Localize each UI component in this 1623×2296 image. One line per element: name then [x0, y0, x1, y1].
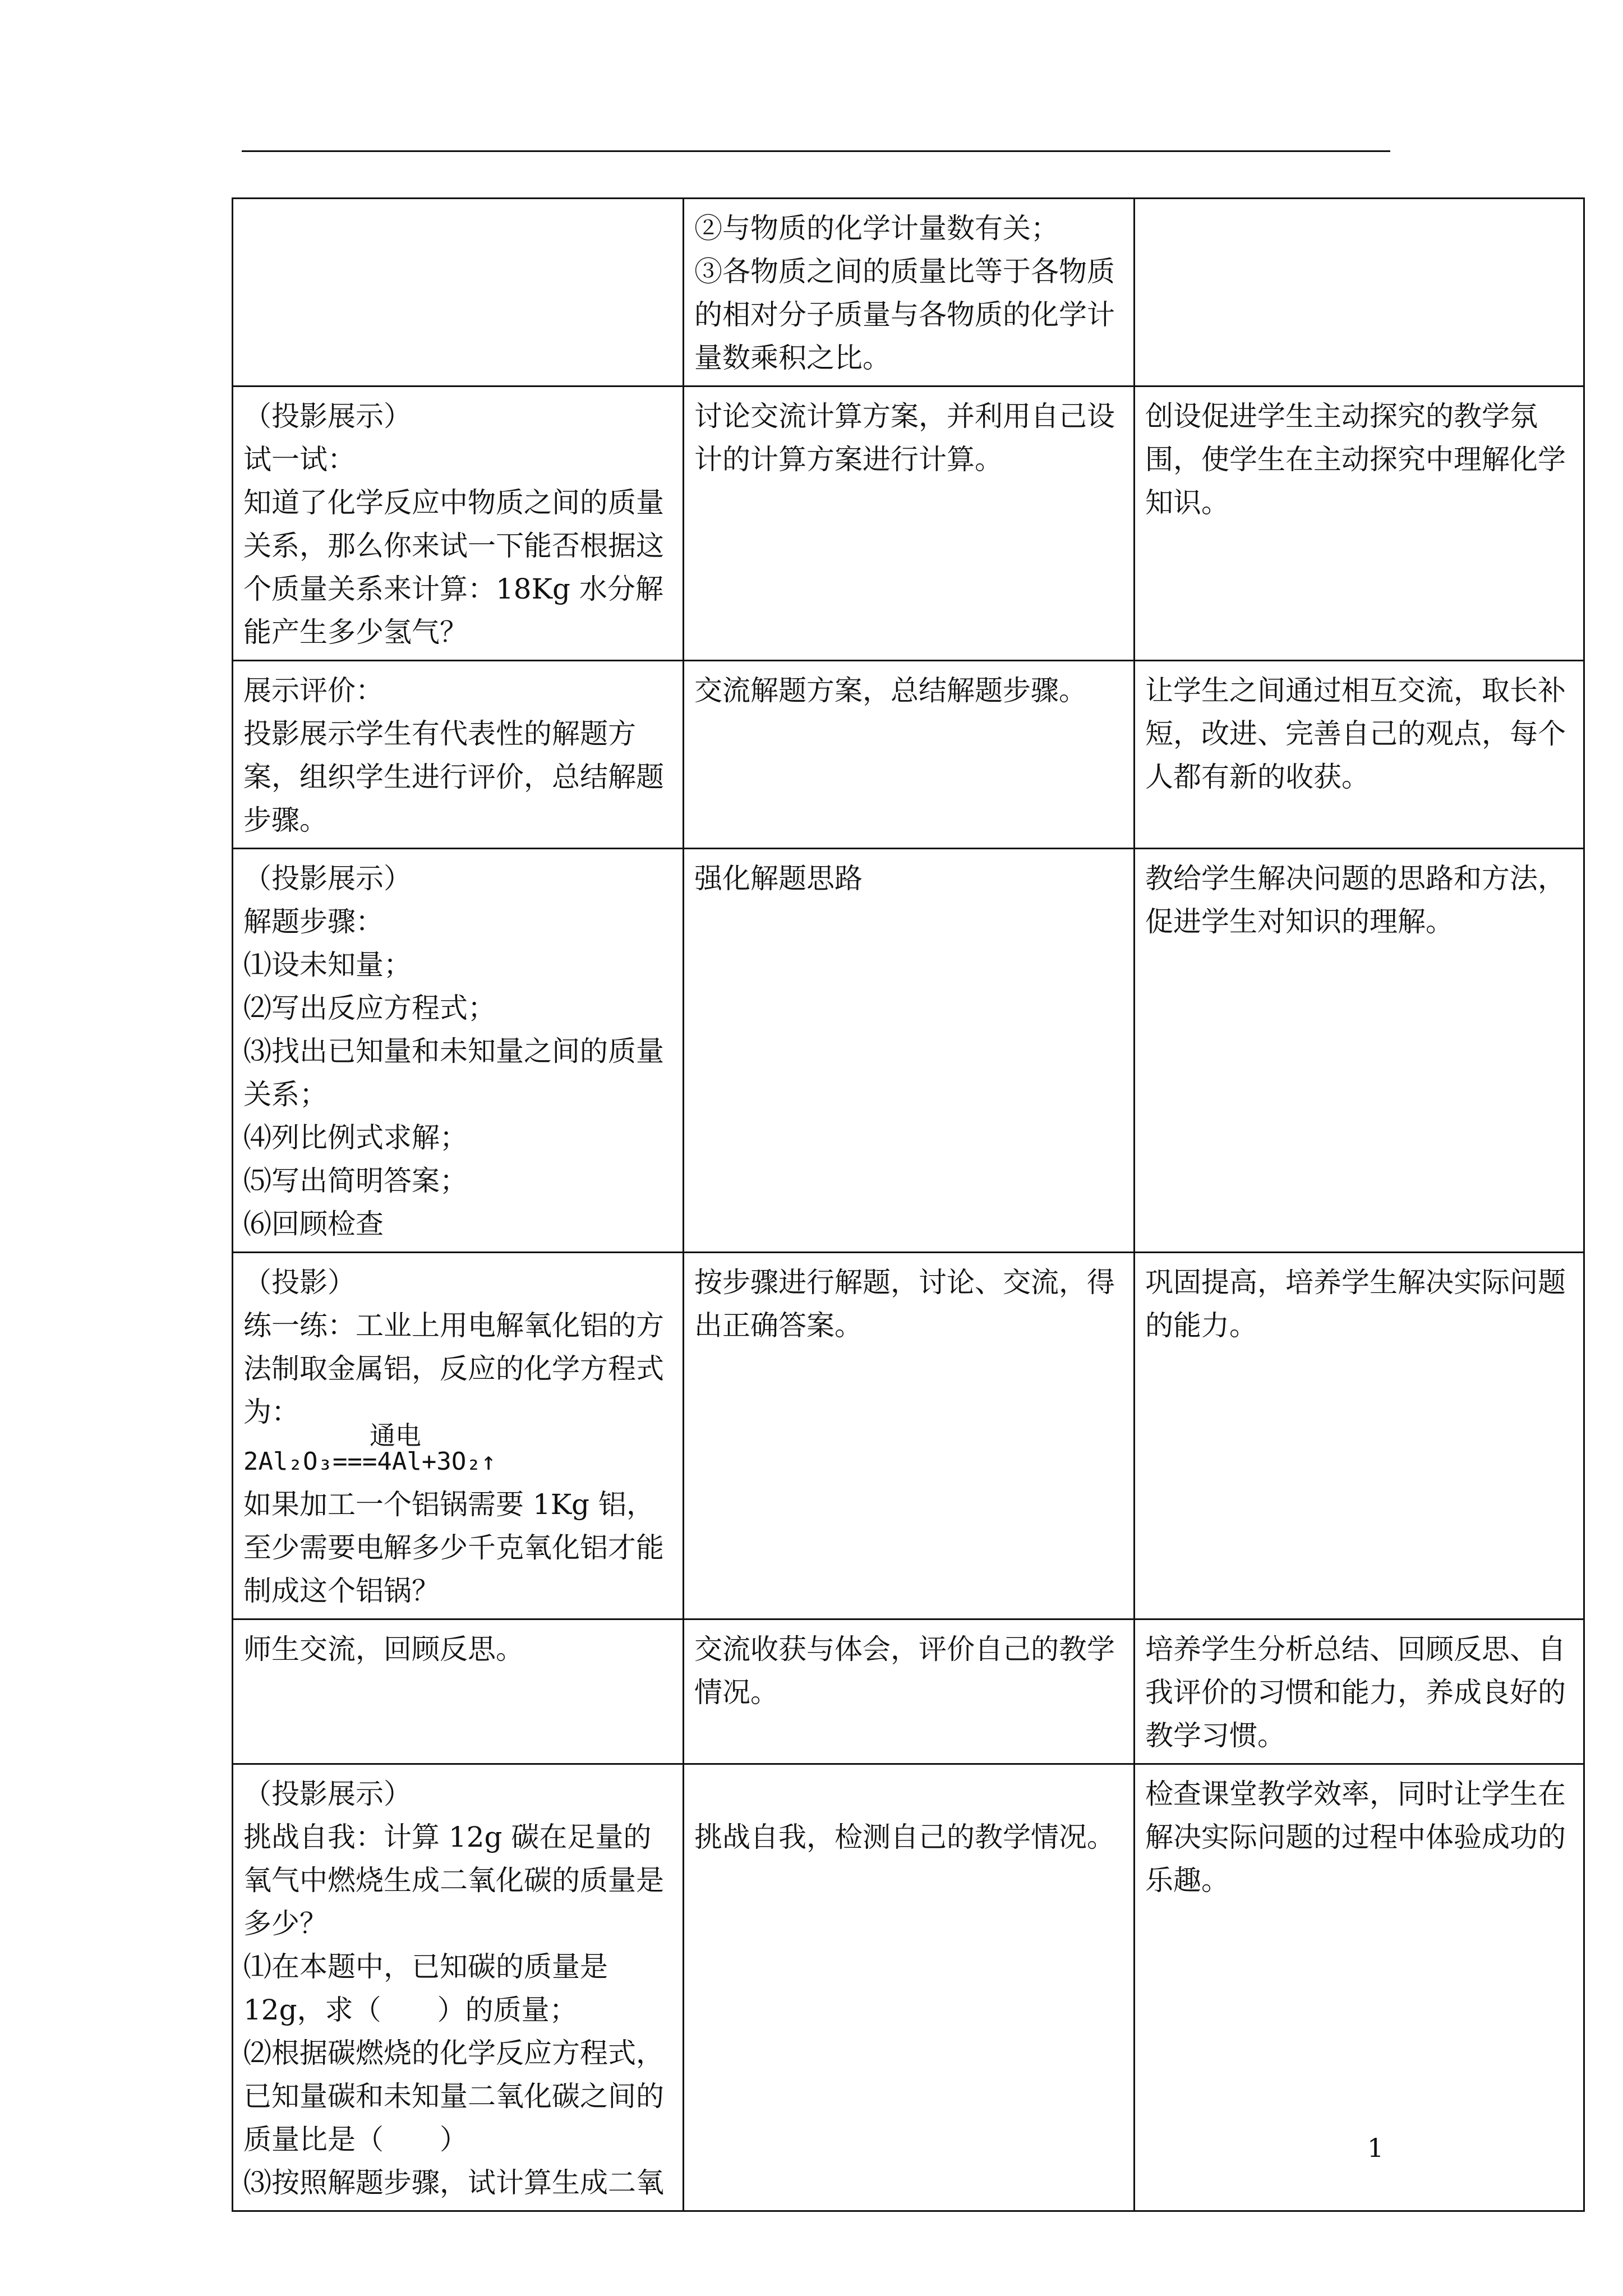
student-activity-cell: ②与物质的化学计量数有关； ③各物质之间的质量比等于各物质的相对分子质量与各物质的化学计量数乘积之比。: [684, 199, 1135, 386]
design-intent-cell: 巩固提高，培养学生解决实际问题的能力。: [1135, 1253, 1584, 1619]
teacher-activity-cell: 师生交流，回顾反思。: [233, 1619, 684, 1764]
chemical-equation: [243, 1420, 672, 1483]
design-intent-cell: 让学生之间通过相互交流，取长补短，改进、完善自己的观点，每个人都有新的收获。: [1135, 661, 1584, 849]
design-intent-cell: 检查课堂教学效率，同时让学生在解决实际问题的过程中体验成功的乐趣。: [1135, 1764, 1584, 2211]
student-activity-cell: 按步骤进行解题，讨论、交流，得出正确答案。: [684, 1253, 1135, 1619]
student-activity-cell: 讨论交流计算方案，并利用自己设计的计算方案进行计算。: [684, 386, 1135, 661]
reaction-condition: 通电: [370, 1420, 421, 1451]
table-row: [233, 386, 1584, 661]
teacher-activity-cell: 展示评价： 投影展示学生有代表性的解题方案，组织学生进行评价，总结解题步骤。: [233, 661, 684, 849]
table-row: [233, 1619, 1584, 1764]
design-intent-cell: [1135, 199, 1584, 386]
student-activity-cell: 交流收获与体会，评价自己的教学情况。: [684, 1619, 1135, 1764]
header-rule: [242, 150, 1390, 152]
design-intent-cell: 培养学生分析总结、回顾反思、自我评价的习惯和能力，养成良好的教学习惯。: [1135, 1619, 1584, 1764]
table-row: [233, 849, 1584, 1253]
student-activity-cell: 强化解题思路: [684, 849, 1135, 1253]
lesson-plan-table: [232, 197, 1585, 2212]
design-intent-cell: 创设促进学生主动探究的教学氛围，使学生在主动探究中理解化学知识。: [1135, 386, 1584, 661]
student-activity-cell: 挑战自我，检测自己的教学情况。: [684, 1764, 1135, 2211]
teacher-activity-cell: （投影展示） 挑战自我：计算 12g 碳在足量的氧气中燃烧生成二氧化碳的质量是多少？ ⑴在本题中，已知碳的质量是 12g，求（ ）的质量； ⑵根据碳燃烧的化学反应方程式，已知量碳和未知量二氧化碳之间的质量比是（ ） ⑶按照解题步骤，试计算生成二氧: [233, 1764, 684, 2211]
equation-formula: 2Al₂O₃===4Al+3O₂↑: [243, 1447, 496, 1476]
student-activity-cell: 交流解题方案，总结解题步骤。: [684, 661, 1135, 849]
design-intent-cell: 教给学生解决问题的思路和方法，促进学生对知识的理解。: [1135, 849, 1584, 1253]
table-row: [233, 199, 1584, 386]
teacher-activity-cell: （投影展示） 试一试： 知道了化学反应中物质之间的质量关系，那么你来试一下能否根据这个质量关系来计算：18Kg 水分解能产生多少氢气？: [233, 386, 684, 661]
teacher-activity-cell: （投影展示） 解题步骤： ⑴设未知量； ⑵写出反应方程式； ⑶找出已知量和未知量之间的质量关系； ⑷列比例式求解； ⑸写出简明答案； ⑹回顾检查: [233, 849, 684, 1253]
table-row: [233, 661, 1584, 849]
table-row: [233, 1253, 1584, 1619]
page-number: 1: [1367, 2133, 1384, 2163]
teacher-activity-cell: （投影） 练一练：工业上用电解氧化铝的方法制取金属铝，反应的化学方程式为： 通电 2Al₂O₃===4Al+3O₂↑ 如果加工一个铝锅需要 1Kg 铝，至少需要电解多少千克氧化铝才能制成这个铝锅？: [233, 1253, 684, 1619]
teacher-activity-cell: [233, 199, 684, 386]
